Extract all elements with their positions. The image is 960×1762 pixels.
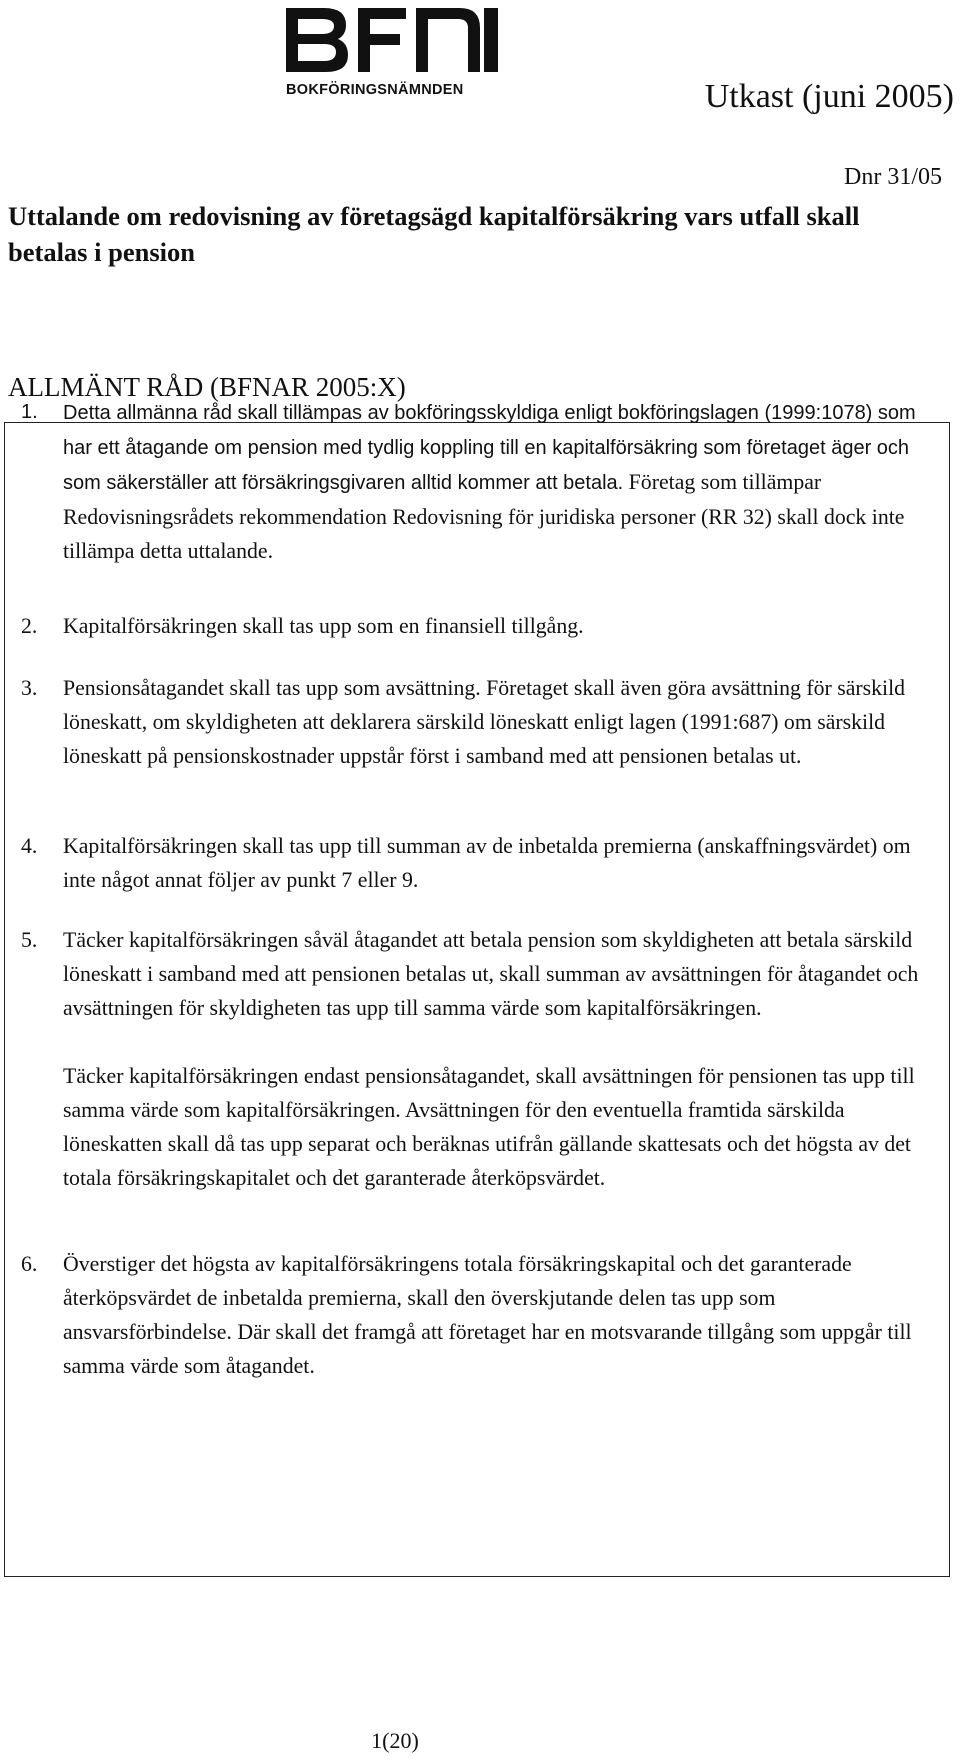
section-text: Täcker kapitalförsäkringen såväl åtagandet att betala pension som skyldigheten att betala särskild löneskatt i samband med att pensionen betalas ut, skall summan av avsättningen för åtagandet och avsättningen för skyldigheten tas upp till samma värde som kapitalförsäkringen. — [63, 928, 919, 1020]
section-text: Företag som tillämpar Redovisningsrådets rekommendation Redovisning för juridiska personer (RR 32) skall dock inte tillämpa detta uttalande. — [63, 470, 905, 563]
section-2 — [21, 609, 931, 643]
section-5 — [21, 923, 931, 1195]
section-4 — [21, 829, 931, 897]
guidance-box — [4, 401, 950, 1577]
section-6 — [21, 1247, 931, 1383]
draft-status: Utkast (juni 2005) — [704, 78, 954, 115]
section-text: Detta allmänna råd skall tillämpas av bokföringsskyldiga enligt bokföringslagen (1999:1078) som har ett åtagande om pension med tydlig koppling till en kapitalförsäkring som företaget äger och som säkerställer att försäkringsgivaren alltid kommer att betala. — [63, 402, 916, 494]
section-number: 1. — [21, 401, 38, 423]
section-number: 2. — [21, 614, 38, 638]
bfn-logo-mark — [284, 6, 504, 78]
section-number: 4. — [21, 834, 38, 858]
section-number: 3. — [21, 676, 38, 700]
section-text: Kapitalförsäkringen skall tas upp till summan av de inbetalda premierna (anskaffningsvärdet) om inte något annat följer av punkt 7 eller 9. — [63, 834, 911, 892]
section-3 — [21, 671, 931, 773]
section-number: 6. — [21, 1252, 38, 1276]
logo-subtitle: BOKFÖRINGSNÄMNDEN — [286, 82, 464, 98]
bfn-logo — [284, 6, 504, 98]
document-number: Dnr 31/05 — [844, 164, 942, 190]
section-text: Pensionsåtagandet skall tas upp som avsättning. Företaget skall även göra avsättning för särskild löneskatt, om skyldigheten att deklarera särskild löneskatt enligt lagen (1991:687) om särskild löneskatt på pensionskostnader uppstår först i samband med att pensionen betalas ut. — [63, 676, 906, 768]
section-text: Kapitalförsäkringen skall tas upp som en finansiell tillgång. — [63, 614, 584, 638]
section-text: Överstiger det högsta av kapitalförsäkringens totala försäkringskapital och det garanterade återköpsvärdet de inbetalda premierna, skall den överskjutande delen tas upp som ansvarsförbindelse. Där skall det framgå att företaget har en motsvarande tillgång som uppgår till samma värde som åtagandet. — [63, 1252, 912, 1378]
document-subtitle: ALLMÄNT RÅD (BFNAR 2005:X) — [8, 372, 406, 402]
page-number: 1(20) — [371, 1728, 419, 1753]
document-title: Uttalande om redovisning av företagsägd kapitalförsäkring vars utfall skall betalas i pension — [8, 201, 860, 267]
section-1 — [21, 395, 931, 568]
section-text-continued: Täcker kapitalförsäkringen endast pensionsåtagandet, skall avsättningen för pensionen tas upp till samma värde som kapitalförsäkringen. Avsättningen för den eventuella framtida särskilda löneskatten skall då tas upp separat och beräknas utifrån gällande skattesats och det högsta av det totala försäkringskapitalet och det garanterade återköpsvärdet. — [63, 1064, 915, 1190]
section-number: 5. — [21, 928, 38, 952]
